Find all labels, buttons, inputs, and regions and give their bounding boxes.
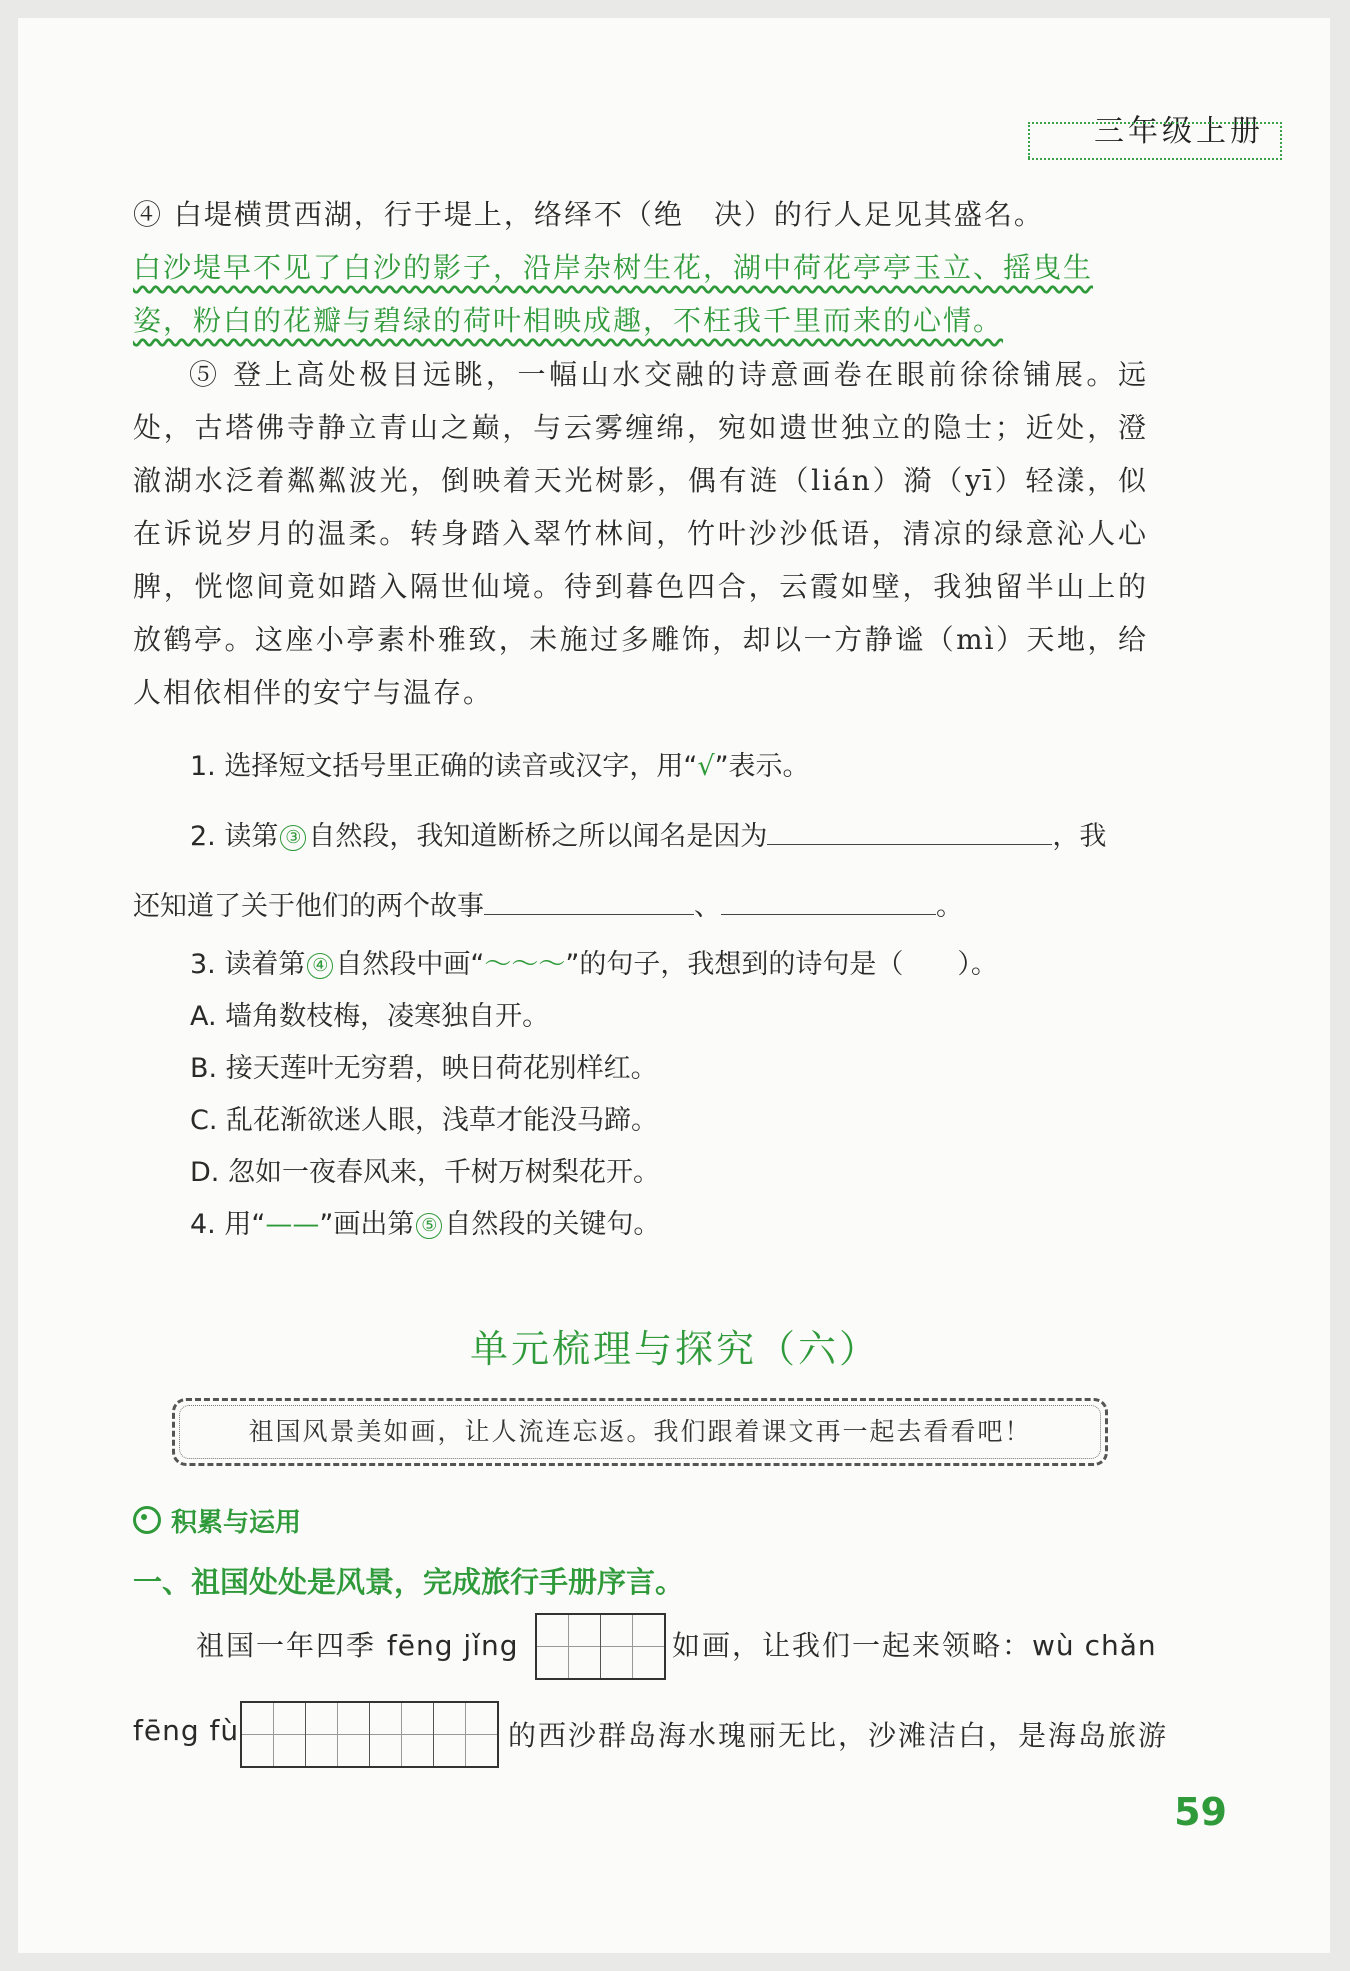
circled-number-3: ③ xyxy=(280,825,306,851)
banner-inner-border xyxy=(179,1405,1101,1459)
banner-text: 祖国风景美如画，让人流连忘返。我们跟着课文再一起去看看吧！ xyxy=(248,1417,1032,1446)
pinyin-wuchan: wù chǎn xyxy=(1032,1629,1157,1662)
unit-title: 单元梳理与探究（六） xyxy=(469,1327,880,1371)
grade-label-frame xyxy=(1028,122,1282,160)
check-mark-icon: √ xyxy=(697,751,715,782)
task-1-title: 一、祖国处处是风景，完成旅行手册序言。 xyxy=(133,1565,685,1599)
fill-line-2 xyxy=(133,1714,239,1747)
grid-cell[interactable] xyxy=(242,1703,306,1766)
circled-number-5: ⑤ xyxy=(416,1213,442,1239)
wavy-underlined-sentence-2: 姿，粉白的花瓣与碧绿的荷叶相映成趣，不枉我千里而来的心情。 xyxy=(133,304,1004,337)
question-1: 1. 选择短文括号里正确的读音或汉字，用“√”表示。 xyxy=(190,751,810,782)
writing-grid-fengjing[interactable] xyxy=(535,1613,666,1680)
writing-grid-wuchanfengfu[interactable] xyxy=(240,1701,499,1768)
option-a[interactable]: A. 墙角数枝梅，凌寒独自开。 xyxy=(190,1001,550,1032)
paragraph-5: ⑤ 登上高处极目远眺，一幅山水交融的诗意画卷在眼前徐徐铺展。远处，古塔佛寺静立青山之巅，与云雾缠绵，宛如遗世独立的隐士；近处，澄澈湖水泛着粼粼波光，倒映着天光树影，偶有涟（lián）漪（yī）轻漾，似在诉说岁月的温柔。转身踏入翠竹林间，竹叶沙沙低语，清凉的绿意沁人心脾，恍惚间竟如踏入隔世仙境。待到暮色四合，云霞如壁，我独留半山上的放鹤亭。这座小亭素朴雅致，未施过多雕饰，却以一方静谧（mì）天地，给人相依相伴的安宁与温存。 xyxy=(133,358,1148,709)
grid-cell[interactable] xyxy=(601,1615,664,1678)
straight-line-icon: —— xyxy=(265,1209,320,1240)
fill-line-2-tail: 的西沙群岛海水瑰丽无比，沙滩洁白，是海岛旅游 xyxy=(508,1719,1169,1752)
answer-blank-story-1[interactable] xyxy=(484,888,694,915)
answer-blank-story-2[interactable] xyxy=(721,888,936,915)
paragraph-4 xyxy=(133,188,1148,347)
option-d[interactable]: D. 忽如一夜春风来，千树万树梨花开。 xyxy=(190,1157,660,1188)
intro-banner xyxy=(172,1398,1108,1466)
wavy-line-icon: ～～～ xyxy=(484,949,566,980)
question-4: 4. 用“——”画出第 ⑤ 自然段的关键句。 xyxy=(190,1209,661,1240)
fill-line-1-tail: 如画，让我们一起来领略：wù chǎn xyxy=(672,1629,1157,1662)
pinyin-fengfu: fēng fù xyxy=(133,1714,240,1747)
circled-number-4: ④ xyxy=(307,953,333,979)
pinyin-fengjing: fēng jǐng xyxy=(386,1629,519,1662)
question-3: 3. 读着第 ④ 自然段中画“～～～”的句子，我想到的诗句是（ ）。 xyxy=(190,949,998,980)
answer-blank-reason[interactable] xyxy=(767,818,1052,845)
grid-cell[interactable] xyxy=(370,1703,434,1766)
wavy-underlined-sentence-1: 白沙堤早不见了白沙的影子，沿岸杂树生花，湖中荷花亭亭玉立、摇曳生 xyxy=(133,251,1094,284)
section-subhead: 积累与运用 xyxy=(133,1502,301,1539)
option-b[interactable]: B. 接天莲叶无穷碧，映日荷花别样红。 xyxy=(190,1053,658,1084)
question-2-line-2: 还知道了关于他们的两个故事 、 。 xyxy=(133,884,963,923)
page-number: 59 xyxy=(1174,1790,1227,1834)
grid-cell[interactable] xyxy=(306,1703,370,1766)
fill-line-1: 祖国一年四季 fēng jǐng xyxy=(196,1629,519,1662)
grid-cell[interactable] xyxy=(537,1615,601,1678)
option-c[interactable]: C. 乱花渐欲迷人眼，浅草才能没马蹄。 xyxy=(190,1105,659,1136)
paragraph-4-first-line: ④ 白堤横贯西湖，行于堤上，络绎不（绝 决）的行人足见其盛名。 xyxy=(133,198,1044,231)
grid-cell[interactable] xyxy=(434,1703,497,1766)
bullseye-icon xyxy=(133,1506,161,1534)
grade-label: 三年级上册 xyxy=(1094,114,1264,149)
question-2: 2. 读第 ③ 自然段，我知道断桥之所以闻名是因为 ，我 xyxy=(190,814,1148,853)
